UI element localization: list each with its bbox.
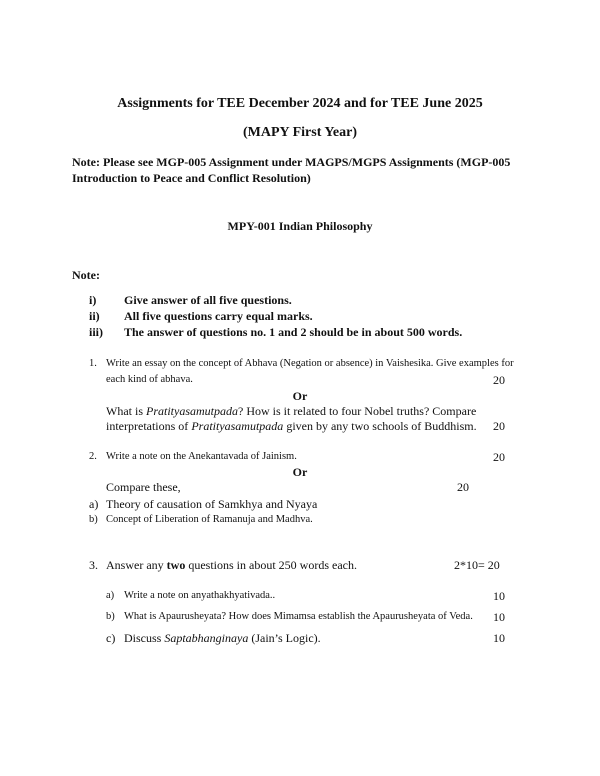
- sub-item-marks: 10: [493, 631, 505, 645]
- instruction-number: iii): [89, 325, 103, 339]
- sub-item-marks: 10: [493, 610, 505, 624]
- instruction-number: ii): [89, 309, 100, 323]
- question-text: Write a note on the Anekantavada of Jainism.: [106, 451, 297, 462]
- question-number: 2.: [89, 451, 97, 462]
- alternative-question-line2: interpretations of Pratityasamutpada given by any two schools of Buddhism.: [106, 419, 477, 433]
- sub-item-text: What is Apaurusheyata? How does Mimamsa establish the Apaurusheyata of Veda.: [124, 611, 473, 622]
- question-number: 3.: [89, 558, 98, 572]
- sub-item-marks: 10: [493, 589, 505, 603]
- instruction-text: Give answer of all five questions.: [124, 293, 292, 307]
- instruction-number: i): [89, 293, 97, 307]
- alternative-question: Compare these,: [106, 480, 181, 494]
- sub-item-text: Concept of Liberation of Ramanuja and Madhva.: [106, 514, 313, 525]
- or-separator: Or: [292, 465, 308, 479]
- header-note-line1: Note: Please see MGP-005 Assignment under MAGPS/MGPS Assignments (MGP-005: [72, 155, 511, 169]
- alternative-marks: 20: [457, 480, 469, 494]
- alternative-marks: 20: [493, 419, 505, 433]
- header-note-line2: Introduction to Peace and Conflict Resolution): [72, 171, 311, 185]
- question-number: 1.: [89, 358, 97, 369]
- sub-item-number: b): [89, 514, 98, 525]
- sub-item-number: b): [106, 611, 115, 622]
- instruction-text: All five questions carry equal marks.: [124, 309, 313, 323]
- page-title: Assignments for TEE December 2024 and for TEE June 2025: [117, 96, 483, 111]
- question-text-line2: each kind of abhava.: [106, 374, 193, 385]
- question-marks: 2*10= 20: [454, 558, 500, 572]
- question-text: Answer any two questions in about 250 words each.: [106, 558, 357, 572]
- sub-item-number: c): [106, 631, 116, 645]
- or-separator: Or: [292, 389, 308, 403]
- sub-item-number: a): [106, 590, 115, 601]
- course-title: MPY-001 Indian Philosophy: [227, 219, 373, 233]
- sub-item-text: Write a note on anyathakhyativada..: [124, 590, 276, 601]
- instruction-text: The answer of questions no. 1 and 2 should be in about 500 words.: [124, 325, 463, 339]
- instructions-heading: Note:: [72, 268, 100, 282]
- alternative-question-line1: What is Pratityasamutpada? How is it related to four Nobel truths? Compare: [106, 404, 477, 418]
- question-marks: 20: [493, 450, 505, 464]
- page-subtitle: (MAPY First Year): [242, 125, 358, 140]
- question-text-line1: Write an essay on the concept of Abhava (Negation or absence) in Vaishesika. Give examples for: [106, 358, 514, 369]
- sub-item-text: Discuss Saptabhanginaya (Jain’s Logic).: [124, 631, 321, 645]
- sub-item-text: Theory of causation of Samkhya and Nyaya: [106, 497, 318, 511]
- sub-item-number: a): [89, 497, 99, 511]
- question-marks: 20: [493, 373, 505, 387]
